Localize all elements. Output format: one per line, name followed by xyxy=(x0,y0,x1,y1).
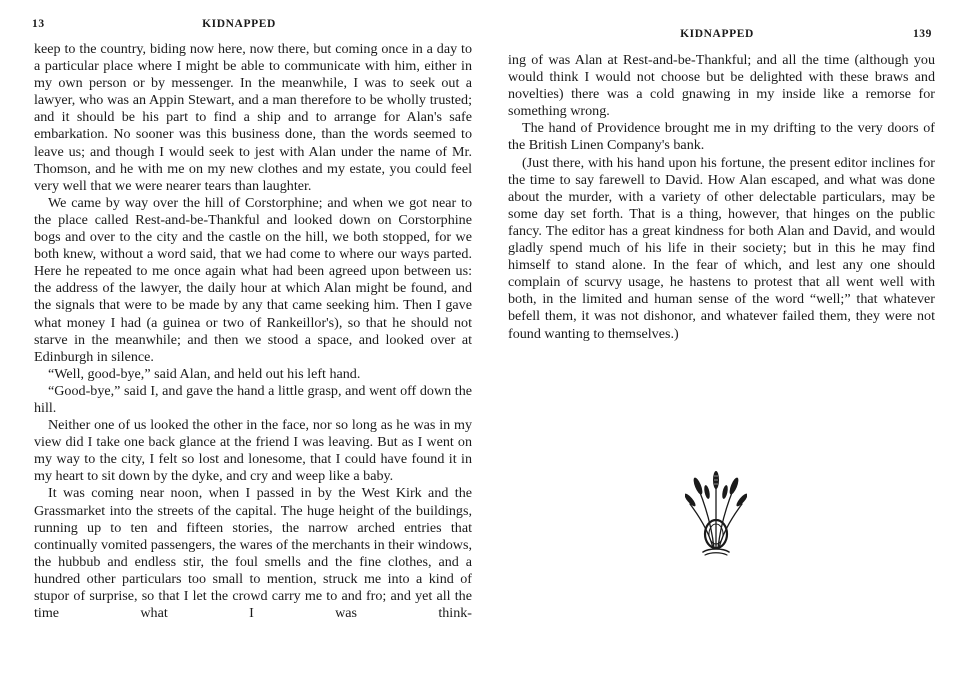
left-paragraph: It was coming near noon, when I passed in by the West Kirk and the Grassmarket into the streets of the capital. The huge height of the buildings, running up to ten and fifteen stories, the narrow arched entries that continually vomited passengers, the wares of the merchants in their windows, the hubbub and endless stir, the foul smells and the fine clothes, and a hundred other particulars too small to mention, struck me into a kind of stupor of surprise, so that I let the crowd carry me to and fro; and yet all the time what I was think- xyxy=(34,485,472,622)
left-paragraph: We came by way over the hill of Corstorphine; and when we got near to the place called Rest-and-be-Thankful and looked down on Corstorphine bogs and over to the city and the castle on the hill, we both stopped, for we both knew, without a word said, that we had come to where our ways parted. Here he repeated to me once again what had been agreed upon between us: the address of the lawyer, the daily hour at which Alan might be found, and the signals that were to be made by any that came seeking him. Then I gave what money I had (a guinea or two of Rankeillor's), so that he should not starve in the meanwhile; and then we stood a space, and looked over at Edinburgh in silence. xyxy=(34,194,472,365)
left-running-head xyxy=(0,18,478,36)
right-paragraph: ing of was Alan at Rest-and-be-Thankful; and all the time (although you would think I would not choose but be delighted with these braws and novelties) there was a cold gnawing in my inside like a remorse for something wrong. xyxy=(508,52,935,120)
right-running-head xyxy=(478,18,956,40)
left-paragraph: Neither one of us looked the other in the face, nor so long as he was in my view did I take one back glance at the friend I was leaving. But as I went on my way to the city, I felt so lost and lonesome, that I could have found it in my heart to sit down by the dyke, and cry and weep like a baby. xyxy=(34,417,472,485)
right-page xyxy=(478,0,956,684)
right-paragraph: (Just there, with his hand upon his fortune, the present editor inclines for the time to say farewell to David. How Alan escaped, and what was done about the murder, with a variety of other delectable particulars, may be some day set forth. That is a thing, however, that hinges on the public fancy. The editor has a great kindness for both Alan and David, and would gladly spend much of his life in their society; but in this he may find himself to stand alone. In the fear of which, and lest any one should complain of scurvy usage, he hastens to protest that all went well with both, in the limited and human sense of the word “well;” that whatever befell them, it was not dishonor, and whatever failed them, they were not found wanting to themselves.) xyxy=(508,154,935,342)
left-text-block xyxy=(34,41,472,622)
right-paragraph: The hand of Providence brought me in my drifting to the very doors of the British Linen Company's bank. xyxy=(508,120,935,154)
right-running-title: KIDNAPPED xyxy=(680,28,754,40)
wheat-sheaf-ring-ornament-icon xyxy=(685,470,747,558)
left-running-title: KIDNAPPED xyxy=(202,18,276,30)
right-text-block xyxy=(508,52,935,343)
left-paragraph: keep to the country, biding now here, now there, but coming once in a day to a particular place where I might be able to communicate with him, either in my own person or by messenger. In the meanwhile, I was to seek out a lawyer, who was an Appin Stewart, and a man therefore to be wholly trusted; and it should be his part to find a ship and to arrange for Alan's safe embarkation. No sooner was this business done, than the words seemed to leave us; and though I would seek to jest with Alan under the name of Mr. Thomson, and he with me on my new clothes and my estate, you could feel very well that we were nearer tears than laughter. xyxy=(34,41,472,194)
left-paragraph: “Good-bye,” said I, and gave the hand a little grasp, and went off down the hill. xyxy=(34,382,472,416)
right-page-number: 139 xyxy=(912,28,932,40)
left-paragraph: “Well, good-bye,” said Alan, and held out his left hand. xyxy=(48,365,361,382)
left-page-number: 13 xyxy=(32,18,45,30)
